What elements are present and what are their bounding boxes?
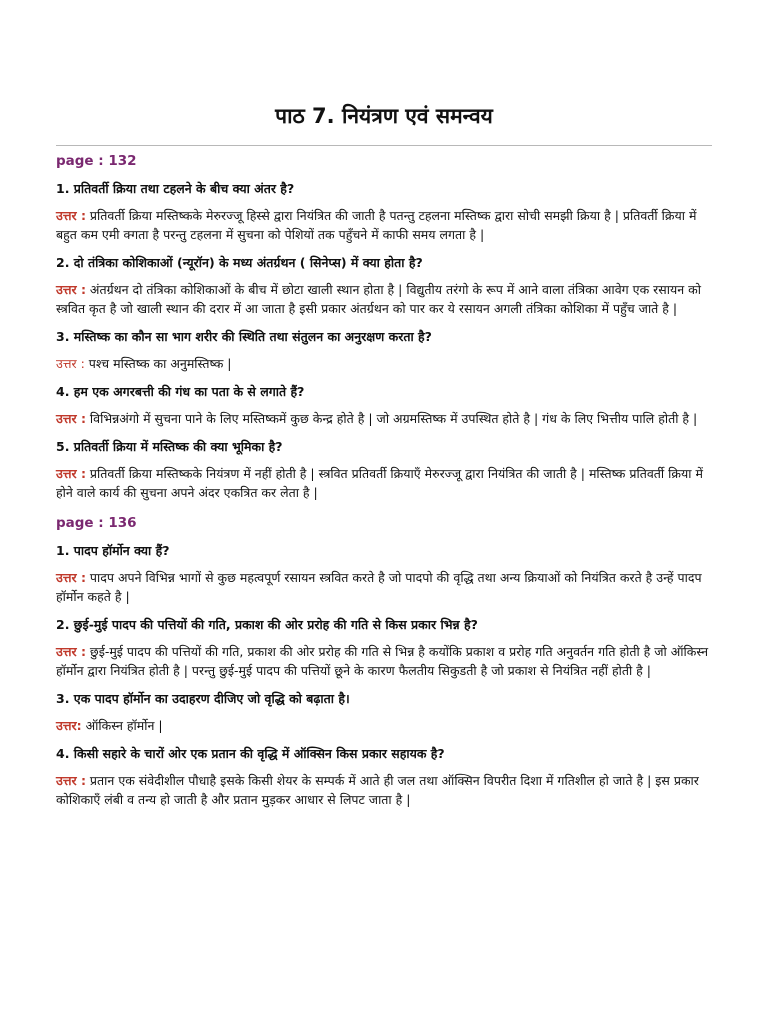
answer-label: उत्तर :	[56, 411, 86, 426]
qa-item	[56, 328, 716, 373]
answer	[56, 771, 716, 809]
question: 1. प्रतिवर्ती क्रिया तथा टहलने के बीच क्या अंतर है?	[56, 181, 295, 196]
answer	[56, 354, 716, 373]
document-body	[56, 152, 716, 819]
answer-label: उत्तर:	[56, 718, 82, 733]
page-label-132: page : 132	[56, 153, 137, 169]
answer	[56, 568, 716, 606]
answer-label: उत्तर :	[56, 356, 85, 371]
question: 3. एक पादप हॉर्मोन का उदाहरण दीजिए जो वृद्धि को बढ़ाता है।	[56, 691, 350, 706]
answer	[56, 716, 716, 735]
question: 4. किसी सहारे के चारों ओर एक प्रतान की वृद्धि में ऑक्सिन किस प्रकार सहायक है?	[56, 746, 445, 761]
question: 1. पादप हॉर्मोन क्या हैं?	[56, 543, 170, 558]
title-divider	[56, 145, 712, 146]
answer-text: छुई-मुई पादप की पत्तियों की गति, प्रकाश की ओर प्ररोह की गति से भिन्न है कयोंकि प्रकाश व प्ररोह गति अनुवर्तन गति होती है जो ऑकिस्न हॉर्मोन द्वारा नियंत्रित होती है | परन्तु छुई-मुई पादप की पत्तियों छूने के कारण फैलतीय सिकुडती है जो प्रकाश से नियंत्रित नहीं होती है |	[56, 644, 709, 678]
question: 4. हम एक अगरबत्ती की गंध का पता के से लगाते हैं?	[56, 384, 305, 399]
qa-item	[56, 745, 716, 809]
answer-text: प्रतिवर्ती क्रिया मस्तिष्कके मेरुरज्जू हिस्से द्वारा नियंत्रित की जाती है पतन्तु टहलना मस्तिष्क द्वारा सोची समझी क्रिया है | प्रतिवर्ती क्रिया में बहुत कम एमी क्गता है परन्तु टहलना में सुचना को पेशियों तक पहुँचने में काफी समय लगता है |	[56, 208, 697, 242]
qa-item	[56, 383, 716, 428]
answer-label: उत्तर :	[56, 570, 86, 585]
qa-item	[56, 542, 716, 606]
question: 2. छुई-मुई पादप की पत्तियों की गति, प्रकाश की ओर प्ररोह की गति से किस प्रकार भिन्न है?	[56, 617, 478, 632]
answer-text: पादप अपने विभिन्न भागों से कुछ महत्वपूर्ण रसायन स्त्रवित करते है जो पादपो की वृद्धि तथा अन्य क्रियाओं को नियंत्रित करते है उन्हें पादप हॉर्मोन कहते है |	[56, 570, 702, 604]
page-label-136: page : 136	[56, 515, 137, 531]
page-title: पाठ 7. नियंत्रण एवं समन्वय	[275, 104, 493, 128]
answer-label: उत्तर :	[56, 282, 86, 297]
qa-item	[56, 690, 716, 735]
answer-label: उत्तर :	[56, 208, 86, 223]
answer-text: अंतर्ग्रथन दो तंत्रिका कोशिकाओं के बीच में छोटा खाली स्थान होता है | विद्युतीय तरंगो के रूप में आने वाला तंत्रिका आवेग एक रसायन को स्त्रवित कृत है जो खाली स्थान की दरार में आ जाता है इसी प्रकार अंतर्ग्रथन को पार कर ये रसायन अगली तंत्रिका कोशिका में पहुँच जाते है |	[56, 282, 701, 316]
answer	[56, 642, 716, 680]
question: 5. प्रतिवर्ती क्रिया में मस्तिष्क की क्या भूमिका है?	[56, 439, 283, 454]
answer-label: उत्तर :	[56, 773, 86, 788]
question: 3. मस्तिष्क का कौन सा भाग शरीर की स्थिति तथा संतुलन का अनुरक्षण करता है?	[56, 329, 432, 344]
answer-text: पश्च मस्तिष्क का अनुमस्तिष्क |	[84, 356, 232, 371]
answer	[56, 206, 716, 244]
qa-item	[56, 616, 716, 680]
answer	[56, 464, 716, 502]
qa-item	[56, 254, 716, 318]
answer-text: प्रतान एक संवेदीशील पौधाहै इसके किसी शेयर के सम्पर्क में आते ही जल तथा ऑक्सिन विपरीत दिशा में गतिशील हो जाते है | इस प्रकार कोशिकाएँ लंबी व तन्य हो जाती है और प्रतान मुड़कर आधार से लिपट जाता है |	[56, 773, 699, 807]
question: 2. दो तंत्रिका कोशिकाओं (न्यूरॉन) के मध्य अंतर्ग्रथन ( सिनेप्स) में क्या होता है?	[56, 255, 423, 270]
answer-label: उत्तर :	[56, 644, 86, 659]
answer-text: प्रतिवर्ती क्रिया मस्तिष्कके नियंत्रण में नहीं होती है | स्त्रवित प्रतिवर्ती क्रियाएँ मेरुरज्जू द्वारा नियंत्रित की जाती है | मस्तिष्क प्रतिवर्ती क्रिया में होने वाले कार्य की सुचना अपने अंदर एकत्रित कर लेता है |	[56, 466, 703, 500]
answer	[56, 280, 716, 318]
answer-label: उत्तर :	[56, 466, 86, 481]
answer-text: ऑकिस्न हॉर्मोन |	[81, 718, 163, 733]
qa-item	[56, 438, 716, 502]
qa-item	[56, 180, 716, 244]
answer	[56, 409, 716, 428]
answer-text: विभिन्नअंगो में सुचना पाने के लिए मस्तिष्कमें कुछ केन्द्र होते है | जो अग्रमस्तिष्क में उपस्थित होते है | गंध के लिए भित्तीय पालि होती है |	[85, 411, 698, 426]
